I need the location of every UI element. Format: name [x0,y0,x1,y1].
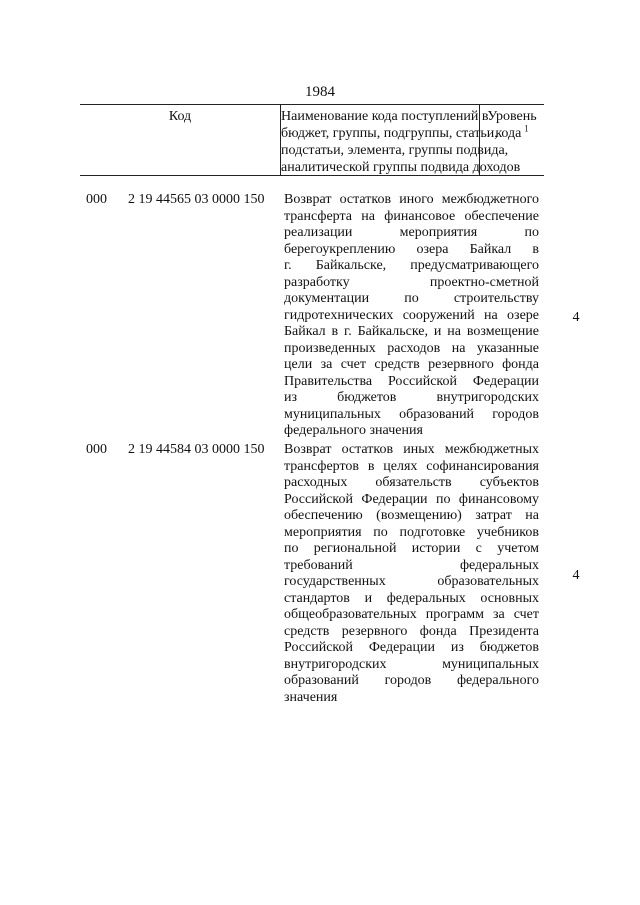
description-line: расходных обязательств субъектов [284,475,539,490]
header-level-column [480,105,544,175]
revenue-description [284,192,539,440]
description-line: Возврат остатков иных межбюджетных [284,442,539,457]
code-level: 4 [572,310,580,325]
header-level-line-2: кода [495,126,522,141]
description-line: значения [284,689,338,705]
description-line: гидротехнических сооружений на озере [284,307,539,323]
description-line: документации по строительству [284,291,539,306]
header-level-footnote: 1 [524,123,529,134]
header-name-line-1: Наименование кода поступлений в [281,109,489,124]
revenue-description [284,442,539,706]
header-level-line-1: Уровень [487,109,537,124]
header-name-line-2: бюджет, группы, подгруппы, статьи, [281,126,498,141]
description-line: Возврат остатков иного межбюджетного [284,192,539,207]
table-header [80,104,544,176]
code-level: 4 [572,568,580,583]
description-line: внутригородских муниципальных [284,656,539,672]
description-line: Российской Федерации из бюджетов [284,640,539,655]
description-line: мероприятия по подготовке учебников [284,524,539,540]
description-line: реализации мероприятия по [284,225,539,240]
description-line: г. Байкальске, предусматривающего [284,258,539,273]
description-line: Байкал в г. Байкальске, и на возмещение [284,324,539,339]
description-line: требований федеральных [284,557,539,573]
description-line: Российской Федерации по финансовому [284,491,539,507]
header-level-line-2-wrap [480,125,544,142]
revenue-code: 2 19 44584 03 0000 150 [128,442,265,457]
description-line: цели за счет средств резервного фонда [284,357,539,372]
description-line: стандартов и федеральных основных [284,590,539,606]
table-row [0,442,640,710]
description-line: произведенных расходов на указанные [284,340,539,356]
description-line: разработку проектно-сметной [284,274,539,290]
description-line: обеспечению (возмещению) затрат на [284,508,539,523]
description-line: муниципальных образований городов [284,406,539,422]
description-line: Правительства Российской Федерации [284,373,539,389]
description-line: образований городов федерального [284,673,539,688]
admin-code: 000 [86,192,107,207]
admin-code: 000 [86,442,107,457]
description-line: федерального значения [284,423,423,438]
header-code-label: Код [168,109,192,124]
description-line: государственных образовательных [284,574,539,589]
header-name-line-4: аналитической группы подвида доходов [281,160,521,175]
description-line: трансфертов в целях софинансирования [284,458,539,474]
description-line: берегоукреплению озера Байкал в [284,241,539,257]
description-line: общеобразовательных программ за счет [284,607,539,622]
description-line: по региональной истории с учетом [284,541,539,556]
header-code-column [80,105,280,175]
header-name-line-3: подстатьи, элемента, группы подвида, [281,143,509,158]
description-line: из бюджетов внутригородских [284,390,539,405]
page-number: 1984 [305,84,335,100]
description-line: средств резервного фонда Президента [284,623,539,639]
description-line: трансферта на финансовое обеспечение [284,208,539,224]
table-row [0,192,640,442]
revenue-code: 2 19 44565 03 0000 150 [128,192,265,207]
